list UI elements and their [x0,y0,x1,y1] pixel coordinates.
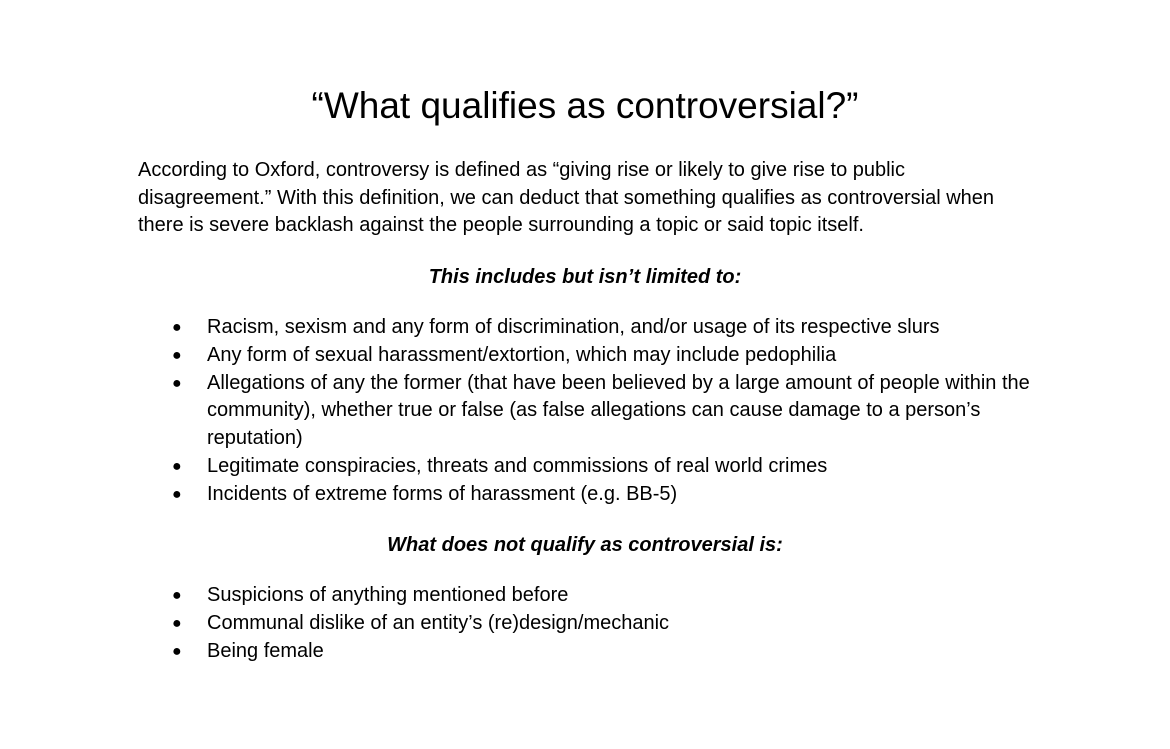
list-item-text: Any form of sexual harassment/extortion, which may include pedophilia [207,343,837,366]
bullet-icon: ● [172,614,182,632]
list-item [172,638,1052,666]
list-item [172,610,1052,638]
excludes-heading: What does not qualify as controversial is: [387,534,783,556]
intro-paragraph: According to Oxford, controversy is defined as “giving rise or likely to give rise to public disagreement.” With this definition, we can deduct that something qualifies as controversial when there is severe backlash against the people surrounding a topic or said topic itself. [138,159,995,237]
page-title: “What qualifies as controversial?” [311,85,859,126]
bullet-icon: ● [172,642,182,660]
list-item-text: Racism, sexism and any form of discrimination, and/or usage of its respective slurs [207,316,940,338]
list-item-text: Incidents of extreme forms of harassment (e.g. BB-5) [207,482,678,505]
bullet-icon: ● [172,374,182,392]
list-item [172,342,1052,370]
includes-list [172,314,1052,509]
bullet-icon: ● [172,319,182,336]
bullet-icon: ● [172,457,182,475]
list-item-text: Allegations of any the former (that have been believed by a large amount of people within the community), whether true or false (as false allegations can cause damage to a person’s reputation) [207,371,1030,450]
list-item-text: Suspicions of anything mentioned before [207,584,569,606]
list-item [172,453,1052,481]
list-item [172,314,1052,342]
list-item-text: Communal dislike of an entity’s (re)design/mechanic [207,611,670,634]
includes-heading: This includes but isn’t limited to: [428,266,742,288]
list-item [172,481,1052,509]
bullet-icon: ● [172,485,182,503]
list-item-text: Being female [207,639,324,662]
list-item [172,370,1052,453]
list-item [172,582,1052,610]
excludes-list [172,582,1052,665]
list-item-text: Legitimate conspiracies, threats and commissions of real world crimes [207,454,828,477]
bullet-icon: ● [172,346,182,364]
bullet-icon: ● [172,587,182,604]
